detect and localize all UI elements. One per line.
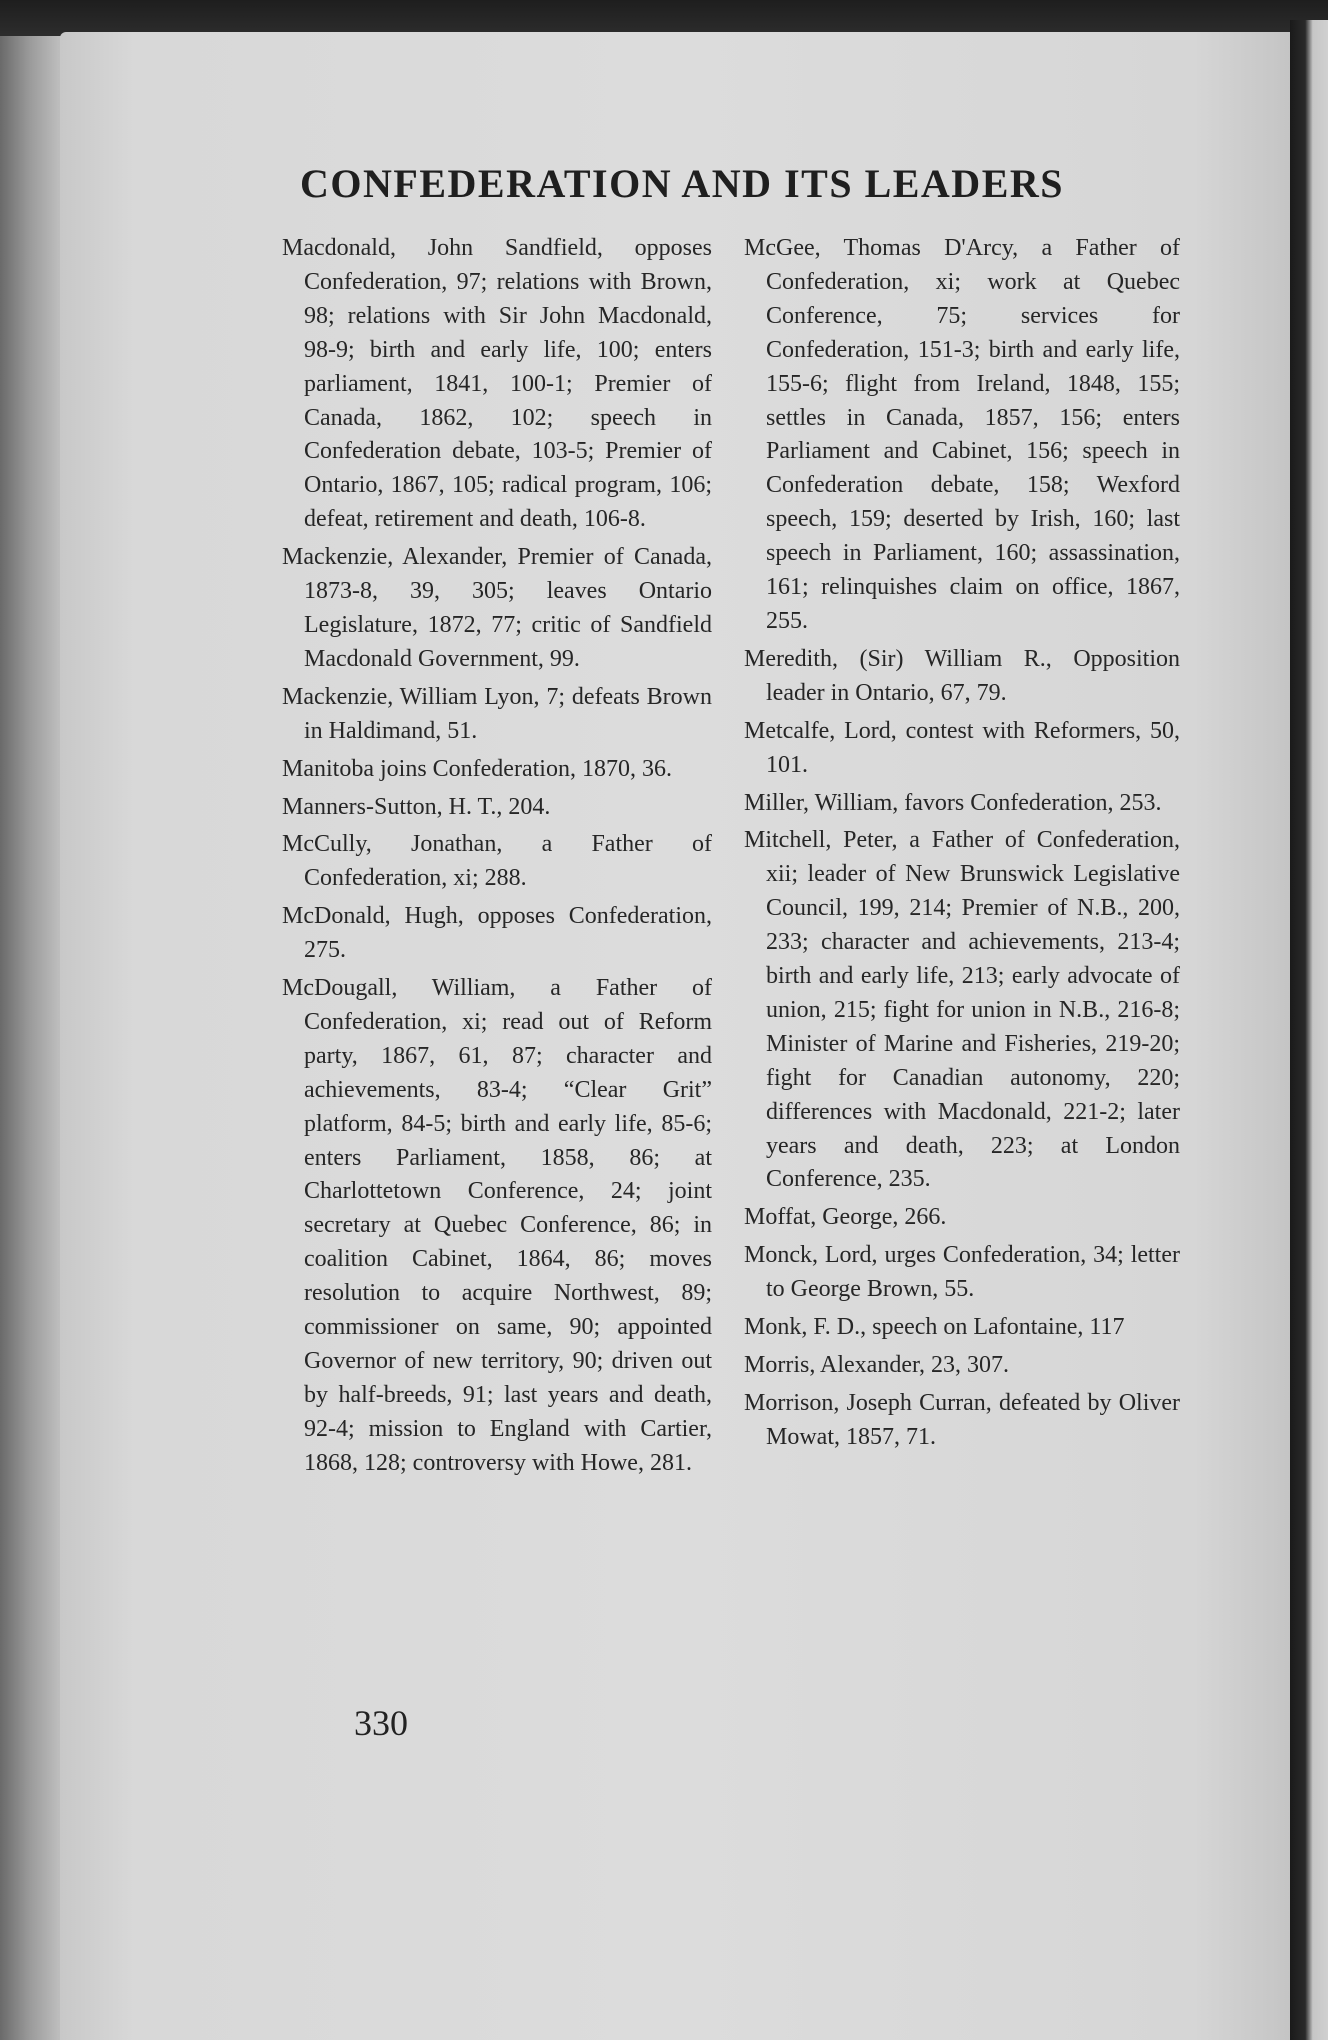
index-entry: Macdonald, John Sandfield, opposes Confederation, 97; relations with Brown, 98; relations with Sir John Macdonald, 98-9; birth and early life, 100; enters parliament, 1841, 100-1; Premier of Canada, 1862, 102; speech in Confederation debate, 103-5; Premier of Ontario, 1867, 105; radical program, 106; defeat, retirement and death, 106-8. xyxy=(282,235,712,533)
index-entry: Monck, Lord, urges Confederation, 34; letter to George Brown, 55. xyxy=(744,1242,1180,1303)
index-entry: Mackenzie, Alexander, Premier of Canada, 1873-8, 39, 305; leaves Ontario Legislature, 1872, 77; critic of Sandfield Macdonald Government, 99. xyxy=(282,544,712,672)
index-entry: Mitchell, Peter, a Father of Confederation, xii; leader of New Brunswick Legislative Council, 199, 214; Premier of N.B., 200, 233; character and achievements, 213-4; birth and early life, 213; early advocate of union, 215; fight for union in N.B., 216-8; Minister of Marine and Fisheries, 219-20; fight for Canadian autonomy, 220; differences with Macdonald, 221-2; later years and death, 223; at London Conference, 235. xyxy=(744,827,1180,1193)
index-entry: McGee, Thomas D'Arcy, a Father of Confederation, xi; work at Quebec Conference, 75; services for Confederation, 151-3; birth and early life, 155-6; flight from Ireland, 1848, 155; settles in Canada, 1857, 156; enters Parliament and Cabinet, 156; speech in Confederation debate, 158; Wexford speech, 159; deserted by Irish, 160; last speech in Parliament, 160; assassination, 161; relinquishes claim on office, 1867, 255. xyxy=(744,235,1180,634)
index-entry: McCully, Jonathan, a Father of Confederation, xi; 288. xyxy=(282,831,712,892)
page-number: 330 xyxy=(354,1703,408,1743)
index-column-right xyxy=(744,232,1180,1459)
index-column-left xyxy=(282,232,712,1485)
index-entry: Metcalfe, Lord, contest with Reformers, 50, 101. xyxy=(744,717,1180,778)
index-entry: Manitoba joins Confederation, 1870, 36. xyxy=(282,755,672,782)
index-entry: McDougall, William, a Father of Confederation, xi; read out of Reform party, 1867, 61, 87; character and achievements, 83-4; “Clear Grit” platform, 84-5; birth and early life, 85-6; enters Parliament, 1858, 86; at Charlottetown Conference, 24; joint secretary at Quebec Conference, 86; in coalition Cabinet, 1864, 86; moves resolution to acquire Northwest, 89; commissioner on same, 90; appointed Governor of new territory, 90; driven out by half-breeds, 91; last years and death, 92-4; mission to England with Cartier, 1868, 128; controversy with Howe, 281. xyxy=(282,975,712,1476)
index-entry: Morrison, Joseph Curran, defeated by Oliver Mowat, 1857, 71. xyxy=(744,1389,1180,1450)
index-entry: McDonald, Hugh, opposes Confederation, 275. xyxy=(282,903,712,964)
page-title: CONFEDERATION AND ITS LEADERS xyxy=(300,161,1065,206)
index-entry: Miller, William, favors Confederation, 253. xyxy=(744,789,1162,816)
index-entry: Mackenzie, William Lyon, 7; defeats Brown in Haldimand, 51. xyxy=(282,683,712,744)
index-entry: Moffat, George, 266. xyxy=(744,1204,947,1231)
index-entry: Monk, F. D., speech on Lafontaine, 117 xyxy=(744,1314,1125,1341)
index-entry: Meredith, (Sir) William R., Opposition leader in Ontario, 67, 79. xyxy=(744,645,1180,706)
index-entry: Manners-Sutton, H. T., 204. xyxy=(282,793,551,820)
index-entry: Morris, Alexander, 23, 307. xyxy=(744,1352,1009,1378)
scan-right-edge xyxy=(1290,20,1328,2040)
